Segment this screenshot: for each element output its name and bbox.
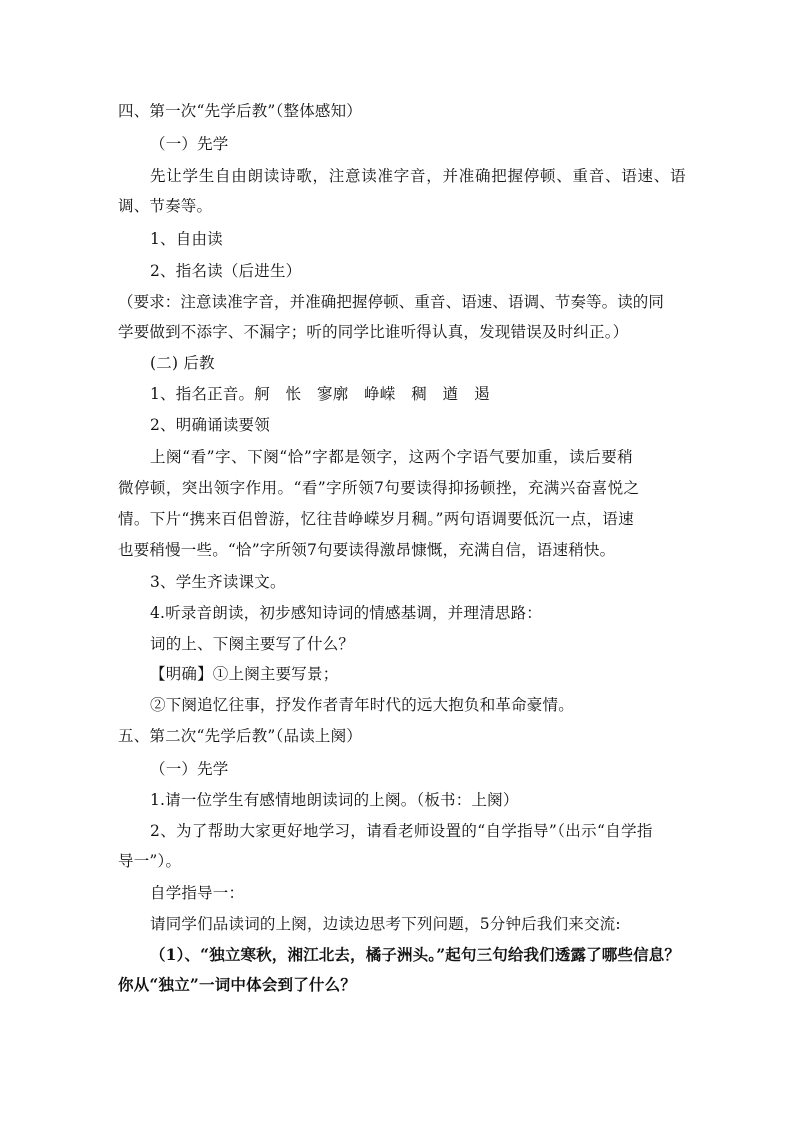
list-item: 3、学生齐读课文。 [150, 573, 286, 591]
section-heading-four: 四、第一次“先学后教”（整体感知） [118, 102, 362, 120]
paragraph-line: 导一”）。 [118, 852, 182, 870]
paragraph-line: （要求：注意读准字音，并准确把握停顿、重音、语速、语调、节奏等。读的同 [118, 293, 665, 311]
paragraph-line: 情。下片“携来百侣曾游，忆往昔峥嵘岁月稠。”两句语调要低沉一点，语速 [118, 510, 635, 528]
paragraph-line: 上阕“看”字、下阕“恰”字都是领字，这两个字语气要加重，读后要稍 [150, 448, 634, 466]
paragraph-line: ②下阕追忆往事，抒发作者青年时代的远大抱负和革命豪情。 [150, 696, 574, 714]
list-item: 2、为了帮助大家更好地学习，请看老师设置的“自学指导”（出示“自学指 [150, 822, 653, 840]
paragraph-line: 词的上、下阕主要写了什么？ [150, 635, 355, 653]
section-heading-five: 五、第二次“先学后教”（品读上阕） [118, 727, 362, 745]
paragraph-line: 请同学们品读词的上阕，边读边思考下列问题，5分钟后我们来交流: [150, 915, 621, 933]
list-item: 4.听录音朗读，初步感知诗词的情感基调，并理清思路： [150, 604, 542, 622]
subheading-after-teaching: (二) 后教 [150, 354, 215, 372]
subheading-first-study: （一）先学 [150, 760, 229, 778]
paragraph-line: 【明确】①上阕主要写景； [150, 665, 339, 683]
list-item: 2、指名读（后进生） [150, 262, 302, 280]
subheading-self-study-guide: 自学指导一： [150, 884, 245, 902]
question-line: （1）、“独立寒秋，湘江北去，橘子洲头。”起句三句给我们透露了哪些信息？ [150, 945, 681, 964]
list-item: 1.请一位学生有感情地朗读词的上阕。（板书：上阕） [150, 791, 519, 809]
question-line: 你从“独立”一词中体会到了什么？ [118, 975, 357, 994]
list-item: 1、指名正音。舸 怅 寥廓 峥嵘 稠 遒 遏 [150, 385, 490, 403]
list-item: 1、自由读 [150, 230, 223, 248]
paragraph-line: 微停顿，突出领字作用。“看”字所领7句要读得抑扬顿挫，充满兴奋喜悦之 [118, 479, 640, 497]
paragraph-line: 调、节奏等。 [118, 197, 213, 215]
paragraph-line: 先让学生自由朗读诗歌，注意读准字音，并准确把握停顿、重音、语速、语 [150, 167, 687, 185]
subheading-first-study: （一）先学 [150, 135, 229, 153]
list-item: 2、明确诵读要领 [150, 416, 270, 434]
paragraph-line: 学要做到不添字、不漏字；听的同学比谁听得认真，发现错误及时纠正。） [118, 323, 629, 341]
paragraph-line: 也要稍慢一些。“恰”字所领7句要读得激昂慷慨，充满自信，语速稍快。 [118, 541, 616, 559]
